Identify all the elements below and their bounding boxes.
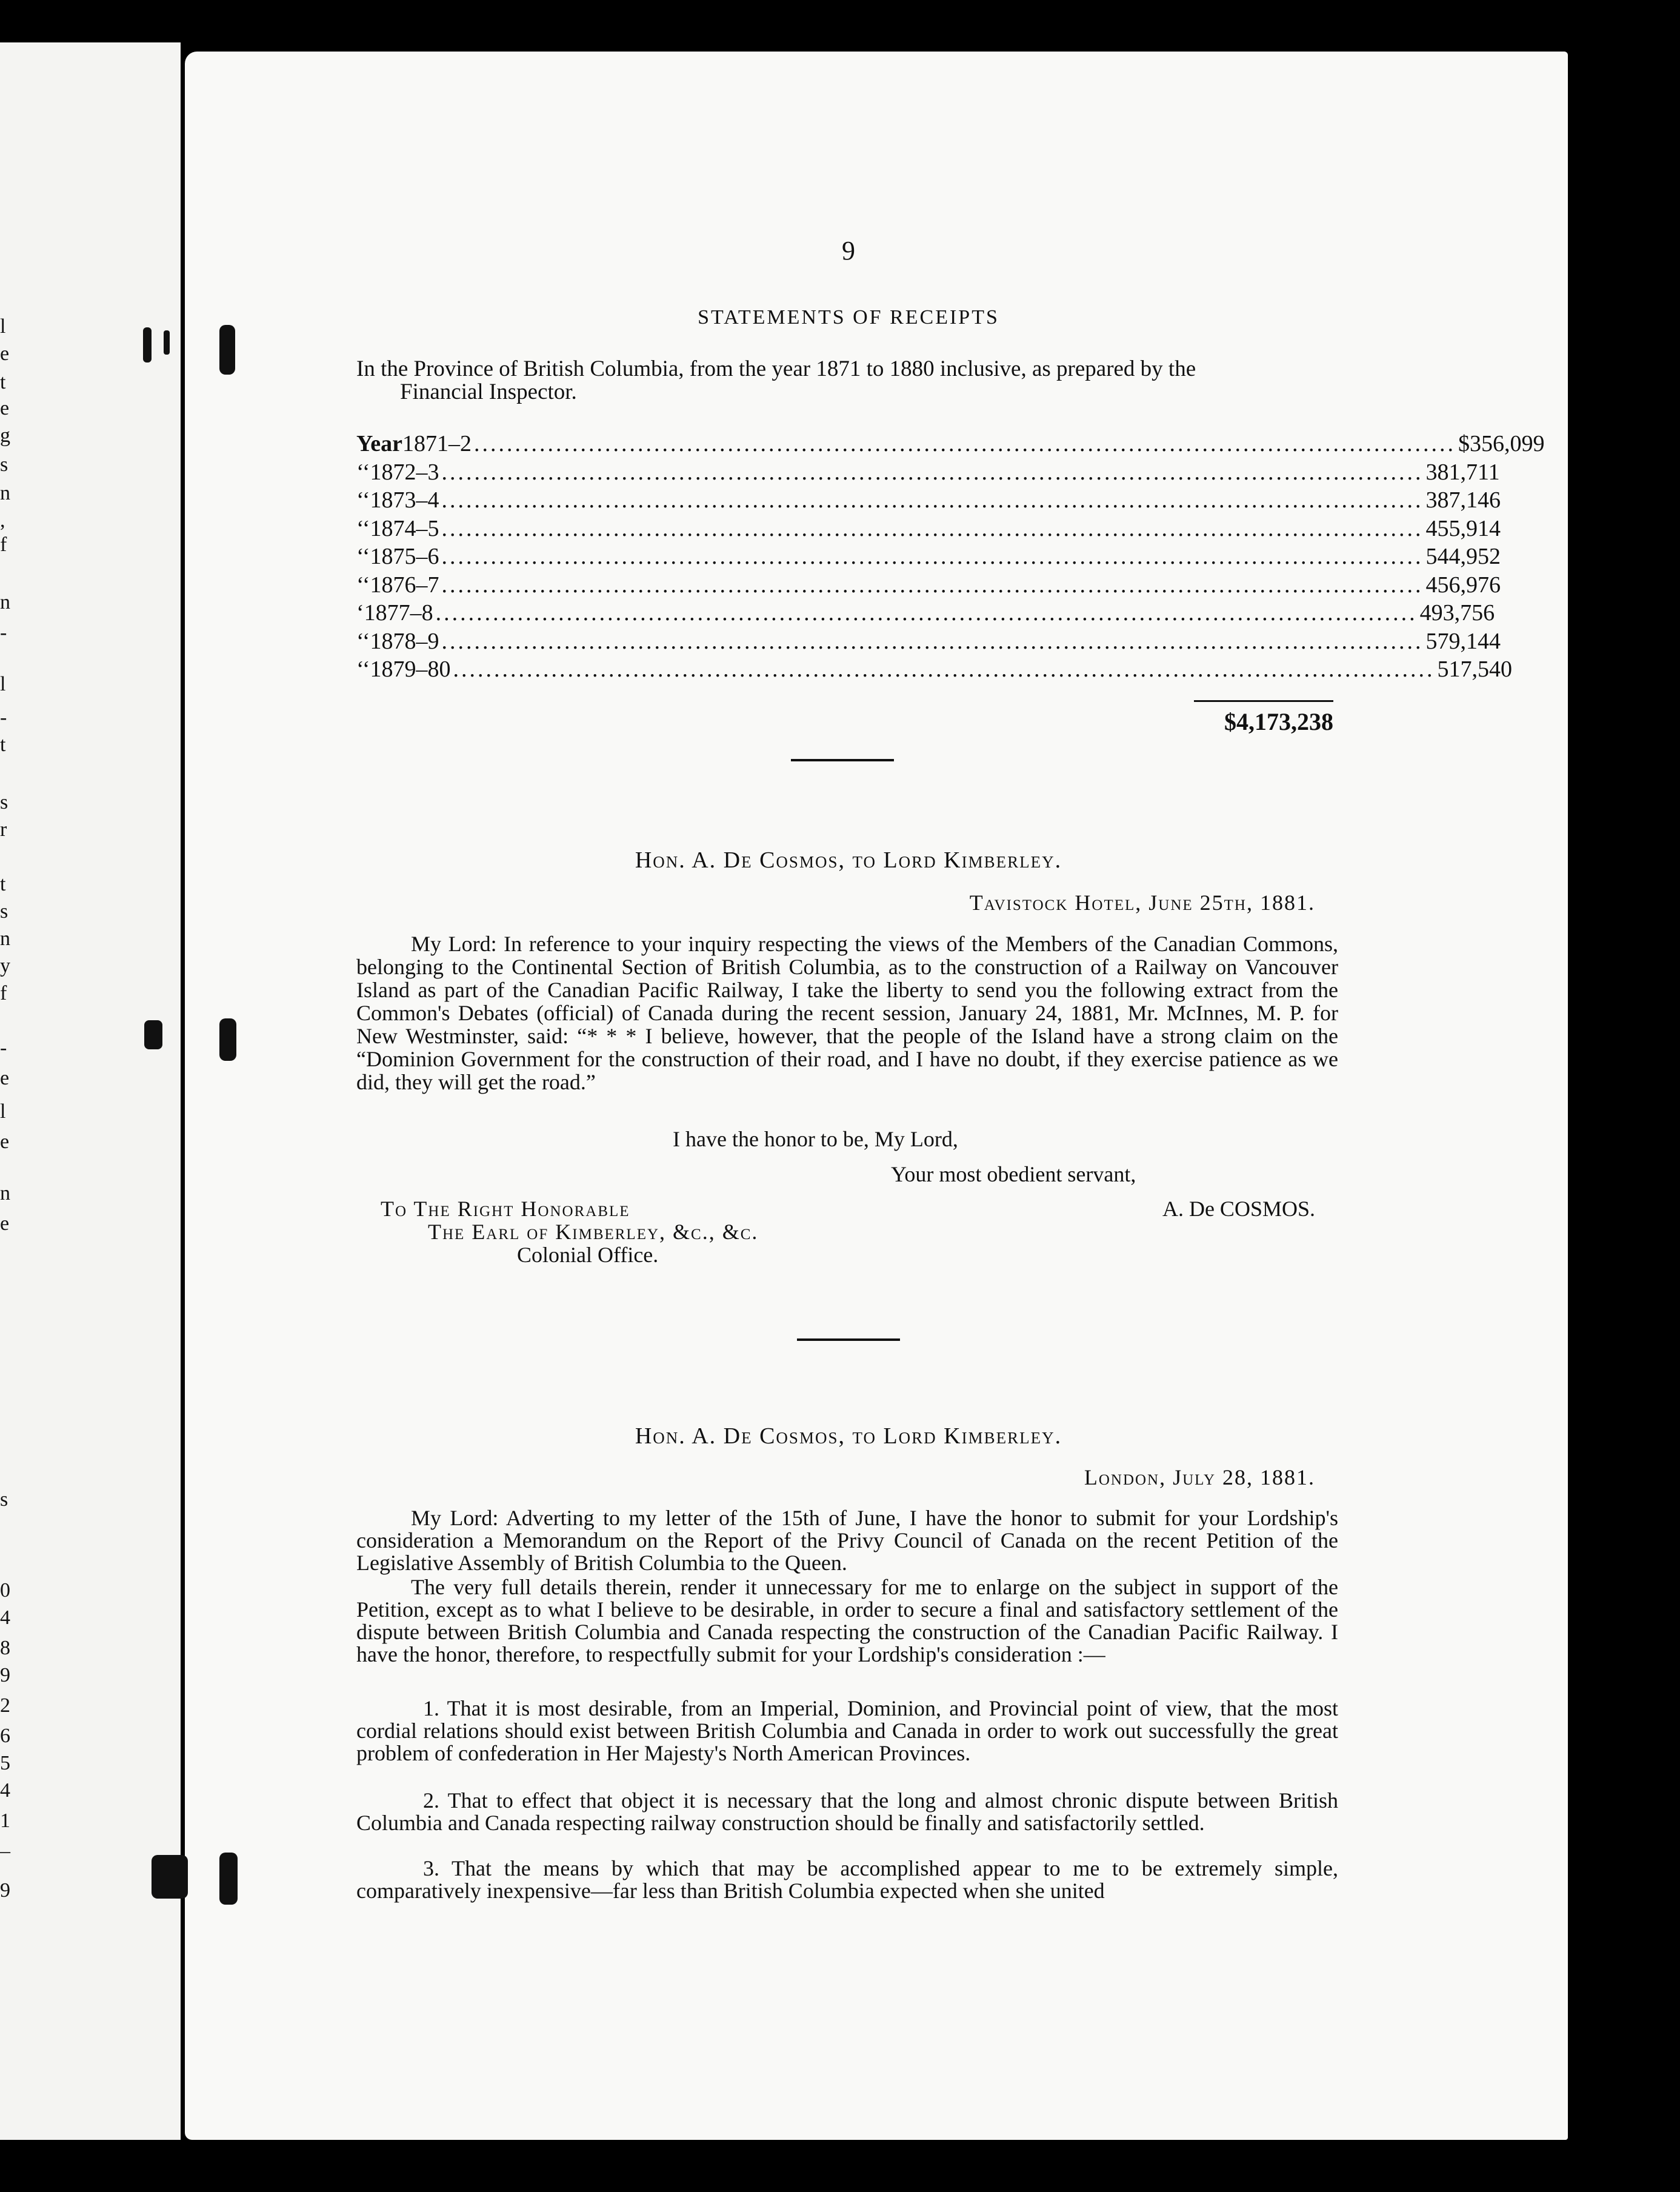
page-number: 9: [842, 236, 855, 266]
margin-char: 1: [0, 1809, 10, 1832]
margin-char: 0: [0, 1579, 10, 1602]
binding-mark: [219, 325, 235, 375]
leader-dots: ........................................................................................................................: [435, 600, 1418, 626]
adjacent-page-strip: [0, 42, 181, 2140]
letter2-item2: 2. That to effect that object it is necessary that the long and almost chronic dispute between British Columbia and Canada respecting railway construction should be finally and satisfactorily settled.: [356, 1788, 1338, 1835]
letter1-closing2: Your most obedient servant,: [891, 1162, 1136, 1186]
letter1-heading: Hon. A. De Cosmos, to Lord Kimberley.: [635, 847, 1062, 873]
margin-char: s: [0, 453, 8, 476]
margin-char: y: [0, 955, 10, 977]
receipt-prefix: ‘‘: [356, 459, 370, 485]
leader-dots: ........................................................................................................................: [441, 487, 1424, 513]
leader-dots: ........................................................................................................................: [441, 628, 1424, 654]
receipt-row: [356, 515, 1501, 543]
margin-char: –: [0, 1840, 10, 1862]
binding-mark: [219, 1018, 236, 1061]
receipt-amount: 381,711: [1425, 459, 1500, 485]
margin-char: e: [0, 343, 10, 365]
letter2-item1: 1. That it is most desirable, from an Imperial, Dominion, and Provincial point of view, that the most cordial relations should exist between British Columbia and Canada in order to work out successfully the great problem of confederation in Her Majesty's North American Provinces.: [356, 1696, 1338, 1765]
receipt-prefix: ‘‘: [356, 487, 370, 513]
margin-char: l: [0, 1100, 6, 1123]
receipt-prefix: ‘: [356, 600, 364, 626]
leader-dots: ........................................................................................................................: [453, 657, 1435, 682]
receipt-amount: 579,144: [1425, 628, 1501, 654]
section-divider: [791, 759, 894, 761]
letter1-signature: A. De COSMOS.: [1162, 1197, 1315, 1221]
margin-char: -: [0, 706, 7, 729]
receipt-row: [356, 600, 1495, 627]
receipt-prefix: ‘‘: [356, 572, 370, 598]
margin-char: e: [0, 397, 10, 419]
margin-char: s: [0, 900, 8, 923]
receipt-amount: 517,540: [1437, 657, 1512, 682]
receipt-prefix: ‘‘: [356, 657, 370, 682]
margin-char: s: [0, 791, 8, 814]
letter2-item3: 3. That the means by which that may be accomplished appear to me to be extremely simple, comparatively inexpensive—far less than British Columbia expected when she united: [356, 1856, 1338, 1903]
receipt-row: [356, 487, 1501, 515]
margin-char: t: [0, 873, 6, 895]
receipt-row: [356, 430, 1545, 458]
receipt-currency: $: [1458, 431, 1470, 456]
receipt-period: 1873–4: [370, 487, 439, 513]
receipt-row: [356, 656, 1512, 684]
margin-char: g: [0, 424, 10, 447]
binding-mark: [152, 1855, 188, 1899]
margin-char: 4: [0, 1779, 10, 1802]
leader-dots: ........................................................................................................................: [441, 544, 1424, 569]
leader-dots: ........................................................................................................................: [441, 572, 1424, 598]
statement-total: $4,173,238: [1224, 708, 1333, 735]
receipt-row: [356, 543, 1501, 571]
receipt-period: 1879–80: [370, 657, 451, 682]
margin-char: 4: [0, 1606, 10, 1629]
receipt-row: [356, 572, 1501, 600]
receipt-amount: 455,914: [1425, 515, 1501, 541]
statement-title: STATEMENTS OF RECEIPTS: [698, 306, 999, 329]
binding-mark: [219, 1853, 238, 1905]
leader-dots: ........................................................................................................................: [441, 515, 1424, 541]
receipt-period: 1871–2: [402, 431, 472, 456]
addressee-line3: Colonial Office.: [517, 1243, 659, 1267]
letter1-dateline: Tavistock Hotel, June 25th, 1881.: [969, 891, 1315, 915]
margin-char: n: [0, 1182, 10, 1205]
margin-char: r: [0, 818, 7, 841]
receipt-row: [356, 459, 1500, 487]
receipt-amount: 456,976: [1425, 572, 1501, 598]
margin-char: ,: [0, 509, 5, 532]
margin-char: f: [0, 533, 7, 556]
receipt-period: 1874–5: [370, 515, 439, 541]
margin-char: n: [0, 482, 10, 504]
letter1-closing1: I have the honor to be, My Lord,: [673, 1127, 958, 1151]
margin-char: 2: [0, 1694, 10, 1717]
receipt-prefix: ‘‘: [356, 515, 370, 541]
margin-char: e: [0, 1212, 10, 1235]
receipt-amount: 387,146: [1425, 487, 1501, 513]
margin-char: -: [0, 1037, 7, 1059]
margin-char: e: [0, 1131, 10, 1153]
letter2-heading: Hon. A. De Cosmos, to Lord Kimberley.: [635, 1423, 1062, 1449]
margin-char: 9: [0, 1664, 10, 1686]
addressee-line1: To The Right Honorable: [381, 1197, 630, 1221]
letter2-dateline: London, July 28, 1881.: [1084, 1465, 1315, 1489]
margin-char: f: [0, 982, 7, 1004]
binding-mark: [143, 327, 152, 363]
receipt-amount: 493,756: [1419, 600, 1495, 626]
margin-char: n: [0, 927, 10, 950]
binding-mark: [164, 330, 170, 355]
margin-char: l: [0, 315, 6, 338]
leader-dots: ........................................................................................................................: [441, 459, 1424, 485]
margin-char: t: [0, 371, 6, 393]
margin-char: e: [0, 1067, 10, 1089]
binding-mark: [144, 1020, 162, 1049]
margin-char: n: [0, 591, 10, 613]
receipt-prefix: ‘‘: [356, 628, 370, 654]
letter1-addressee: [381, 1197, 926, 1266]
receipt-prefix: Year: [356, 431, 402, 456]
margin-char: -: [0, 621, 7, 644]
section-divider: [797, 1338, 900, 1341]
receipt-period: 1878–9: [370, 628, 439, 654]
total-rule: [1194, 700, 1333, 702]
margin-char: 6: [0, 1725, 10, 1747]
letter2-para2: The very full details therein, render it unnecessary for me to enlarge on the subject in support of the Petition, except as to what I believe to be desirable, in order to secure a final and satisfactory settlement of the dispute between British Columbia and Canada respecting the construction of the Canadian Pacific Railway. I have the honor, therefore, to respectfully submit for your Lordship's consideration :—: [356, 1575, 1338, 1666]
receipt-amount: 356,099: [1469, 431, 1545, 456]
margin-char: s: [0, 1488, 8, 1511]
letter2-para1: My Lord: Adverting to my letter of the 15th of June, I have the honor to submit for your Lordship's consideration a Memorandum on the Report of the Privy Council of Canada on the recent Petition of the Legislative Assembly of British Columbia to the Queen.: [356, 1506, 1338, 1575]
statement-subtitle: [356, 358, 1333, 404]
addressee-line2: The Earl of Kimberley, &c., &c.: [428, 1220, 759, 1244]
statement-subtitle-line2: Financial Inspector.: [400, 379, 577, 404]
leader-dots: ........................................................................................................................: [473, 431, 1456, 456]
receipt-prefix: ‘‘: [356, 544, 370, 569]
margin-char: 9: [0, 1879, 10, 1902]
receipt-amount: 544,952: [1425, 544, 1501, 569]
receipt-period: 1875–6: [370, 544, 439, 569]
margin-char: l: [0, 673, 6, 695]
receipt-row: [356, 628, 1501, 656]
receipt-period: 1877–8: [364, 600, 433, 626]
margin-char: t: [0, 733, 6, 756]
letter1-body: My Lord: In reference to your inquiry respecting the views of the Members of the Canadian Commons, belonging to the Continental Section of British Columbia, as to the construction of a Railway on Vancouver Island as part of the Canadian Pacific Railway, I take the liberty to send you the following extract from the Common's Debates (official) of Canada during the recent session, January 24, 1881, Mr. McInnes, M. P. for New Westminster, said: “* * * I believe, however, that the people of the Island have a strong claim on the “Dominion Government for the construction of their road, and I have no doubt, if they exercise patience as we did, they will get the road.”: [356, 932, 1338, 1094]
margin-char: 8: [0, 1637, 10, 1659]
statement-subtitle-line1: In the Province of British Columbia, from the year 1871 to 1880 inclusive, as prepared by the: [356, 356, 1196, 381]
margin-char: 5: [0, 1752, 10, 1774]
receipt-period: 1876–7: [370, 572, 439, 598]
receipt-period: 1872–3: [370, 459, 439, 485]
